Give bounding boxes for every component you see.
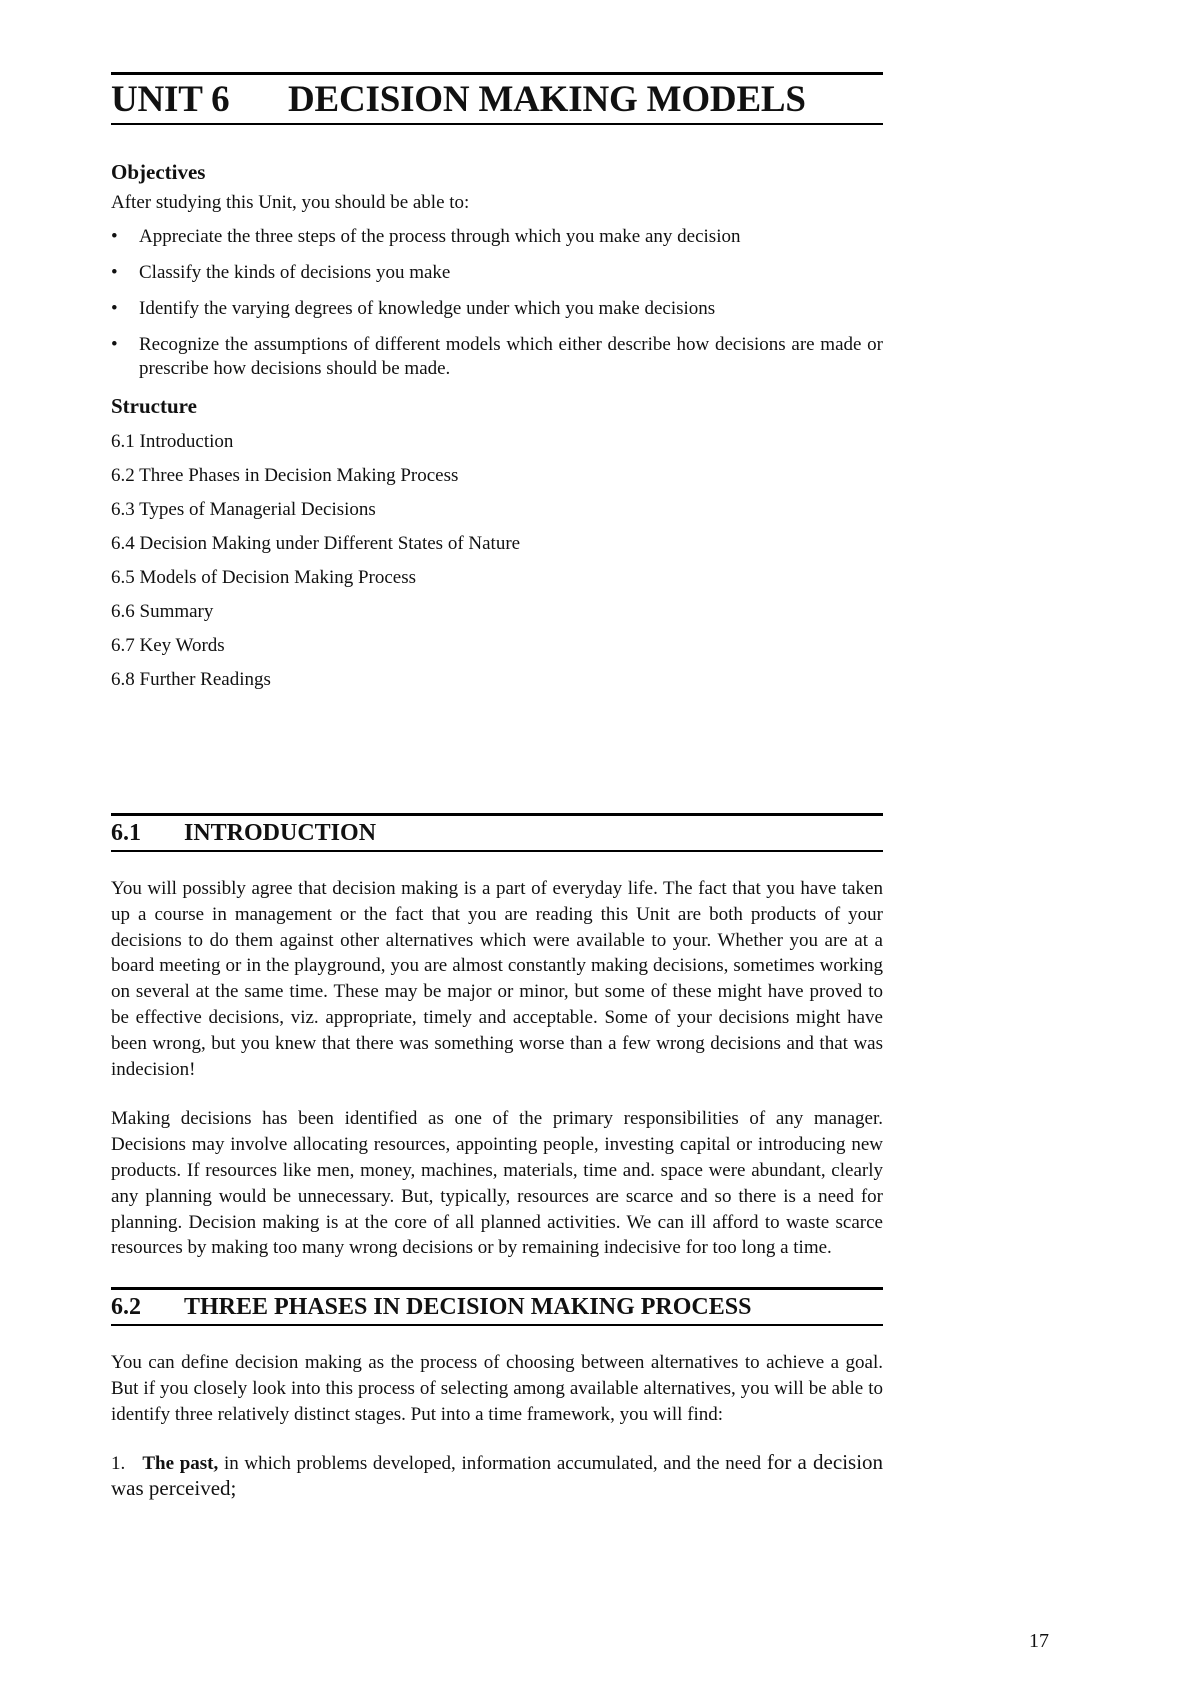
list-text: in which problems developed, information accumulated, and the need [223,1452,762,1474]
document-page [111,72,883,1503]
structure-item-further-readings: 6.8 Further Readings [111,669,271,690]
bullet-icon: • [111,226,118,247]
section-title [111,816,883,850]
section-three-phases [111,1287,883,1503]
unit-title [111,77,883,123]
structure-item-key-words: 6.7 Key Words [111,635,225,656]
objective-item: • Appreciate the three steps of the process through which you make any decision [111,226,741,247]
section-title-text: THREE PHASES IN DECISION MAKING PROCESS [184,1294,752,1321]
structure-heading: Structure [111,394,197,418]
page-number: 17 [1029,1630,1049,1652]
section-introduction [111,813,883,1261]
unit-number: UNIT 6 [111,79,230,120]
list-item [111,1450,883,1504]
structure-item-types: 6.3 Types of Managerial Decisions [111,499,376,520]
paragraph: Making decisions has been identified as one of the primary responsibilities of any manager. Decisions may involve allocating resources, appointing people, investing capital or introducing new products. If resources like men, money, machines, materials, time and. space were abundant, clearly any planning would be unnecessary. But, typically, resources are scarce and so there is a need for planning. Decision making is at the core of all planned activities. We can ill afford to waste scarce resources by making too many wrong decisions or by remaining indecisive for too long a time. [111,1108,883,1259]
objective-item: • Classify the kinds of decisions you make [111,262,451,283]
structure-item-states-of-nature: 6.4 Decision Making under Different States of Nature [111,533,521,554]
structure-list [111,425,883,697]
structure-item-three-phases: 6.2 Three Phases in Decision Making Process [111,465,459,486]
objective-item: • Identify the varying degrees of knowledge under which you make decisions [111,298,716,319]
section-number: 6.2 [111,1294,141,1321]
objectives-list [111,225,883,381]
bullet-icon: • [111,262,118,283]
list-number: 1. [111,1452,126,1474]
section-number: 6.1 [111,820,141,846]
title-rule-top [111,72,883,75]
structure-item-introduction: 6.1 Introduction [111,431,234,452]
objective-item: • Recognize the assumptions of different models which either describe how decisions are made or prescribe how decisions should be made. [111,334,883,379]
paragraph: You will possibly agree that decision making is a part of everyday life. The fact that you have taken up a course in management or the fact that you are reading this Unit are both products of your decisions to do them against other alternatives which were available to your. Whether you are at a board meeting or in the playground, you are almost constantly making decisions, sometimes working on several at the same time. These may be major or minor, but some of these might have proved to be effective decisions, viz. appropriate, timely and acceptable. Some of your decisions might have been wrong, but you knew that there was something worse than a few wrong decisions and that was indecision! [111,878,883,1080]
title-rule-bottom [111,123,883,125]
objectives-intro: After studying this Unit, you should be able to: [111,192,470,213]
objectives-heading: Objectives [111,160,206,184]
section-title [111,1290,883,1324]
section-rule-bottom [111,850,883,852]
section-title-text: INTRODUCTION [184,820,377,846]
section-rule-bottom [111,1324,883,1326]
unit-title-text: DECISION MAKING MODELS [288,79,806,120]
list-text-tail: for a decision was perceived; [111,1449,884,1501]
bullet-icon: • [111,298,118,319]
structure-item-summary: 6.6 Summary [111,601,214,622]
bullet-icon: • [111,334,118,355]
structure-item-models: 6.5 Models of Decision Making Process [111,567,417,588]
list-bold-term: The past, [142,1452,219,1474]
paragraph: You can define decision making as the process of choosing between alternatives to achieve a goal. But if you closely look into this process of selecting among available alternatives, you will be able to identify three relatively distinct stages. Put into a time framework, you will find: [111,1352,883,1425]
